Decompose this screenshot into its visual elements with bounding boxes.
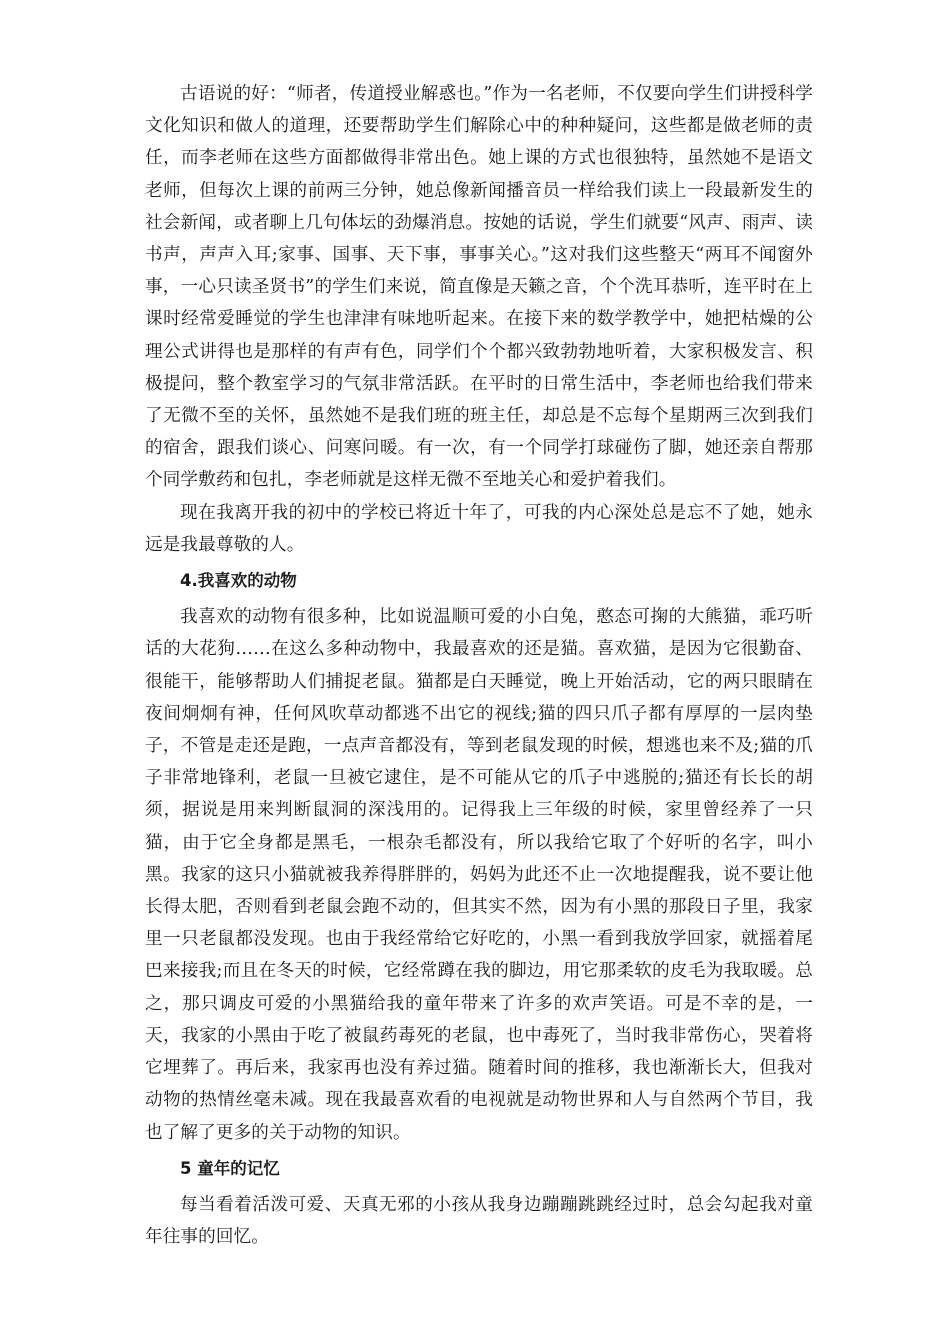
paragraph-cat: 我喜欢的动物有很多种，比如说温顺可爱的小白兔，憨态可掬的大熊猫，乖巧听话的大花狗……在这么多种动物中，我最喜欢的还是猫。喜欢猫，是因为它很勤奋、很能干，能够帮助人们捕捉老鼠。猫都是白天睡觉，晚上开始活动，它的两只眼睛在夜间炯炯有神，任何风吹草动都逃不出它的视线;猫的四只爪子都有厚厚的一层肉垫子，不管是走还是跑，一点声音都没有，等到老鼠发现的时候，想逃也来不及;猫的爪子非常地锋利，老鼠一旦被它逮住，是不可能从它的爪子中逃脱的;猫还有长长的胡须，据说是用来判断鼠洞的深浅用的。记得我上三年级的时候，家里曾经养了一只猫，由于它全身都是黑毛，一根杂毛都没有，所以我给它取了个好听的名字，叫小黑。我家的这只小猫就被我养得胖胖的，妈妈为此还不止一次地提醒我，说不要让他长得太肥，否则看到老鼠会跑不动的，但其实不然，因为有小黑的那段日子里，我家里一只老鼠都没发现。也由于我经常给它好吃的，小黑一看到我放学回家，就摇着尾巴来接我;而且在冬天的时候，它经常蹲在我的脚边，用它那柔软的皮毛为我取暖。总之，那只调皮可爱的小黑猫给我的童年带来了许多的欢声笑语。可是不幸的是，一天，我家的小黑由于吃了被鼠药毒死的老鼠，也中毒死了，当时我非常伤心，哭着将它埋葬了。再后来，我家再也没有养过猫。随着时间的推移，我也渐渐长大，但我对动物的热情丝毫未减。现在我最喜欢看的电视就是动物世界和人与自然两个节目，我也了解了更多的关于动物的知识。: [145, 607, 813, 1143]
paragraph-teacher-li: 古语说的好：“师者，传道授业解惑也。”作为一名老师，不仅要向学生们讲授科学文化知识和做人的道理，还要帮助学生们解除心中的种种疑问，这些都是做老师的责任，而李老师在这些方面都做得非常出色。她上课的方式也很独特，虽然她不是语文老师，但每次上课的前两三分钟，她总像新闻播音员一样给我们读上一段最新发生的社会新闻，或者聊上几句体坛的劲爆消息。按她的话说，学生们就要“风声、雨声、读书声，声声入耳;家事、国事、天下事，事事关心。”这对我们这些整天“两耳不闻窗外事，一心只读圣贤书”的学生们来说，简直像是天籁之音，个个洗耳恭听，连平时在上课时经常爱睡觉的学生也津津有味地听起来。在接下来的数学教学中，她把枯燥的公理公式讲得也是那样的有声有色，同学们个个都兴致勃勃地听着，大家积极发言、积极提问，整个教室学习的气氛非常活跃。在平时的日常生活中，李老师也给我们带来了无微不至的关怀，虽然她不是我们班的班主任，却总是不忘每个星期两三次到我们的宿舍，跟我们谈心、问寒问暖。有一次，有一个同学打球碰伤了脚，她还亲自帮那个同学敷药和包扎，李老师就是这样无微不至地关心和爱护着我们。: [145, 84, 813, 491]
document-page: [145, 78, 813, 1253]
section-heading-favorite-animal: 4.我喜欢的动物: [180, 571, 297, 591]
paragraph-childhood: 每当看着活泼可爱、天真无邪的小孩从我身边蹦蹦跳跳经过时，总会勾起我对童年往事的回忆。: [145, 1194, 813, 1248]
section-heading-childhood-memory: 5 童年的记忆: [180, 1158, 280, 1178]
paragraph-respect: 现在我离开我的初中的学校已将近十年了，可我的内心深处总是忘不了她，她永远是我最尊敬的人。: [145, 502, 813, 555]
